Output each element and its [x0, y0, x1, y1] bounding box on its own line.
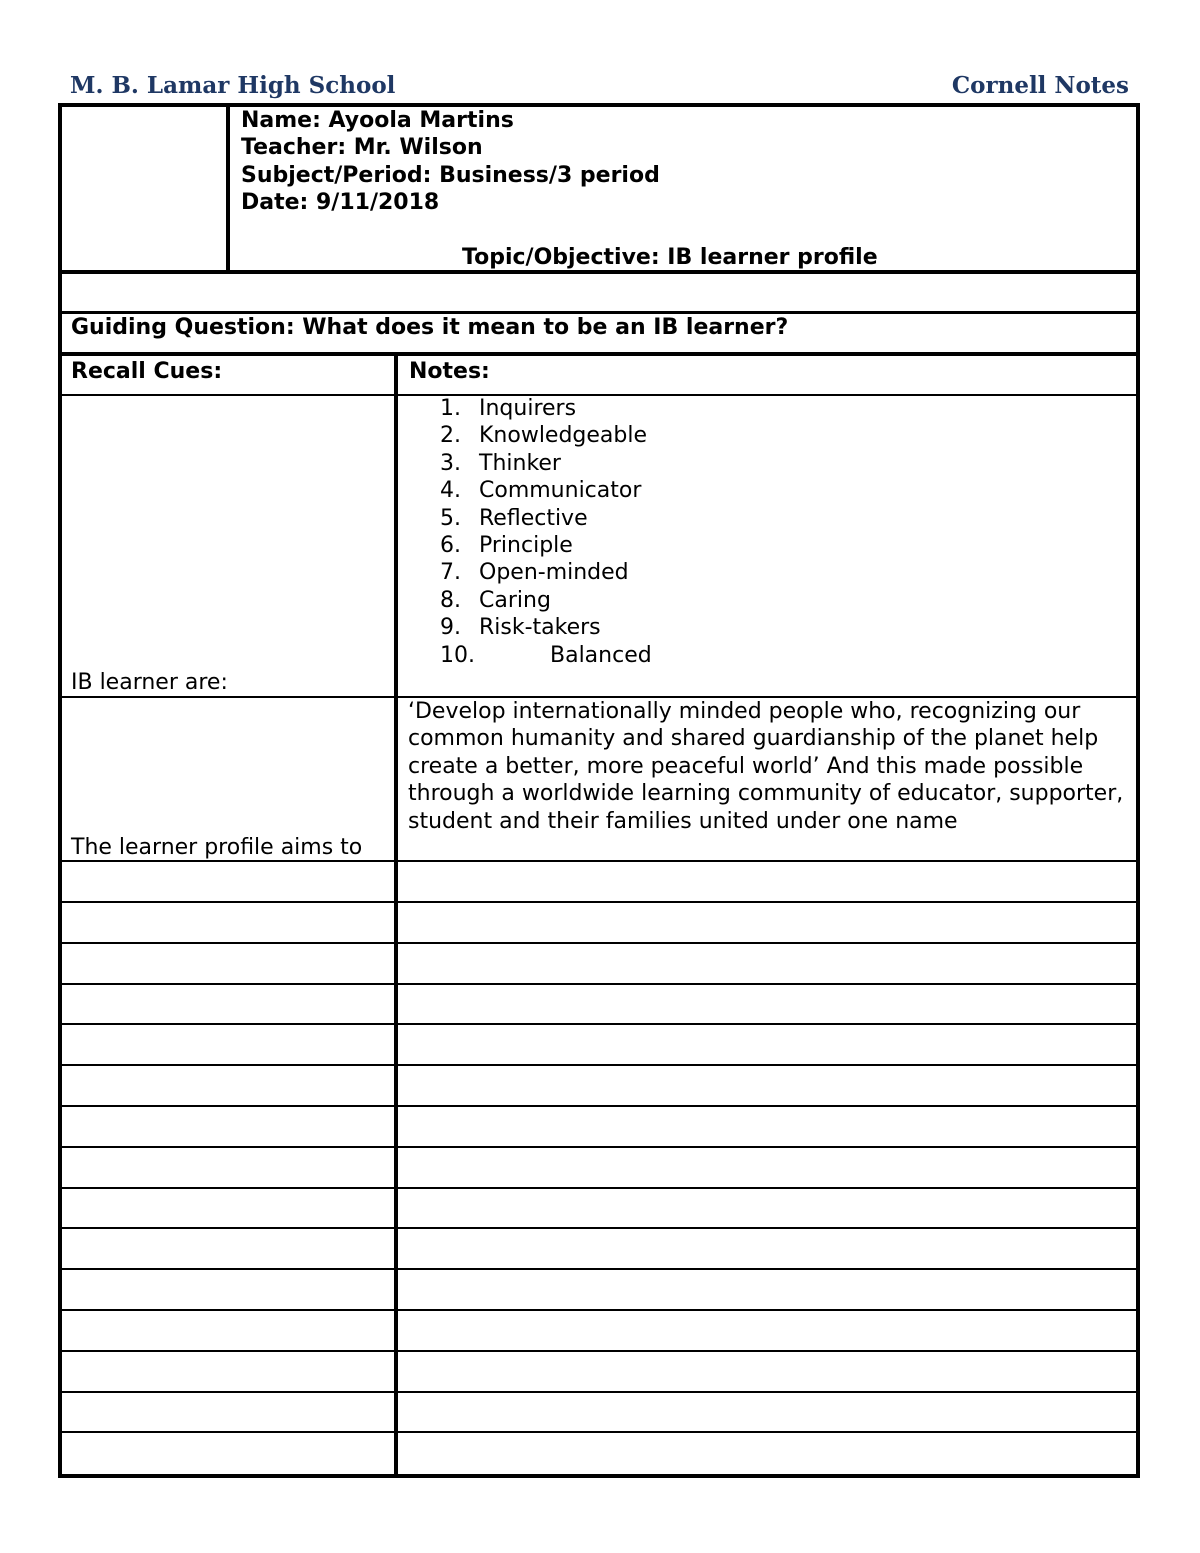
recall-cues-heading: Recall Cues:: [71, 359, 223, 384]
info-left-divider: [226, 103, 230, 273]
recall-cue-ib-learner: IB learner are:: [71, 670, 228, 695]
recall-cue-learner-profile-aims: The learner profile aims to: [71, 835, 363, 860]
blank-note-line: [58, 983, 1140, 985]
blank-note-line: [58, 1023, 1140, 1025]
name-field: Name: Ayoola Martins: [241, 108, 514, 133]
list-item: 9. Risk-takers: [440, 615, 601, 641]
blank-note-line: [58, 1268, 1140, 1270]
topic-objective: Topic/Objective: IB learner profile: [462, 245, 878, 270]
list-item: 7. Open-minded: [440, 560, 629, 586]
blank-note-line: [58, 1146, 1140, 1148]
notes-heading: Notes:: [409, 359, 490, 384]
learner-profile-list: [440, 395, 652, 669]
blank-note-line: [58, 1309, 1140, 1311]
guiding-question: Guiding Question: What does it mean to be an IB learner?: [71, 315, 789, 340]
list-item: 3. Thinker: [440, 450, 561, 476]
list-item: 4. Communicator: [440, 478, 642, 504]
list-item: 10. Balanced: [440, 642, 652, 668]
blank-note-line: [58, 901, 1140, 903]
blank-note-line: [58, 1064, 1140, 1066]
list-item: 8. Caring: [440, 587, 551, 613]
school-name: M. B. Lamar High School: [70, 72, 396, 99]
date-field: Date: 9/11/2018: [241, 190, 440, 216]
blank-note-line: [58, 1187, 1140, 1189]
blank-note-line: [58, 1391, 1140, 1393]
divider-after-guiding-question: [58, 352, 1140, 356]
list-item: 1. Inquirers: [440, 396, 577, 421]
blank-note-line: [58, 942, 1140, 944]
document-type-title: Cornell Notes: [951, 72, 1129, 99]
blank-note-line: [58, 1105, 1140, 1107]
list-item: 2. Knowledgeable: [440, 423, 648, 449]
blank-note-line: [58, 1431, 1140, 1433]
subject-period-field: Subject/Period: Business/3 period: [241, 162, 660, 188]
list-item: 5. Reflective: [440, 505, 588, 531]
student-info: [241, 107, 660, 217]
list-item: 6. Principle: [440, 533, 573, 559]
teacher-field: Teacher: Mr. Wilson: [241, 135, 483, 161]
blank-note-line: [58, 1350, 1140, 1352]
learner-profile-aims-note: ‘Develop internationally minded people who, recognizing our common humanity and shared guardianship of the planet help create a better, more peaceful world’ And this made possible through a worldwide learning community of educator, supporter, student and their families united under one name: [408, 699, 1124, 834]
blank-note-line: [58, 1227, 1140, 1229]
